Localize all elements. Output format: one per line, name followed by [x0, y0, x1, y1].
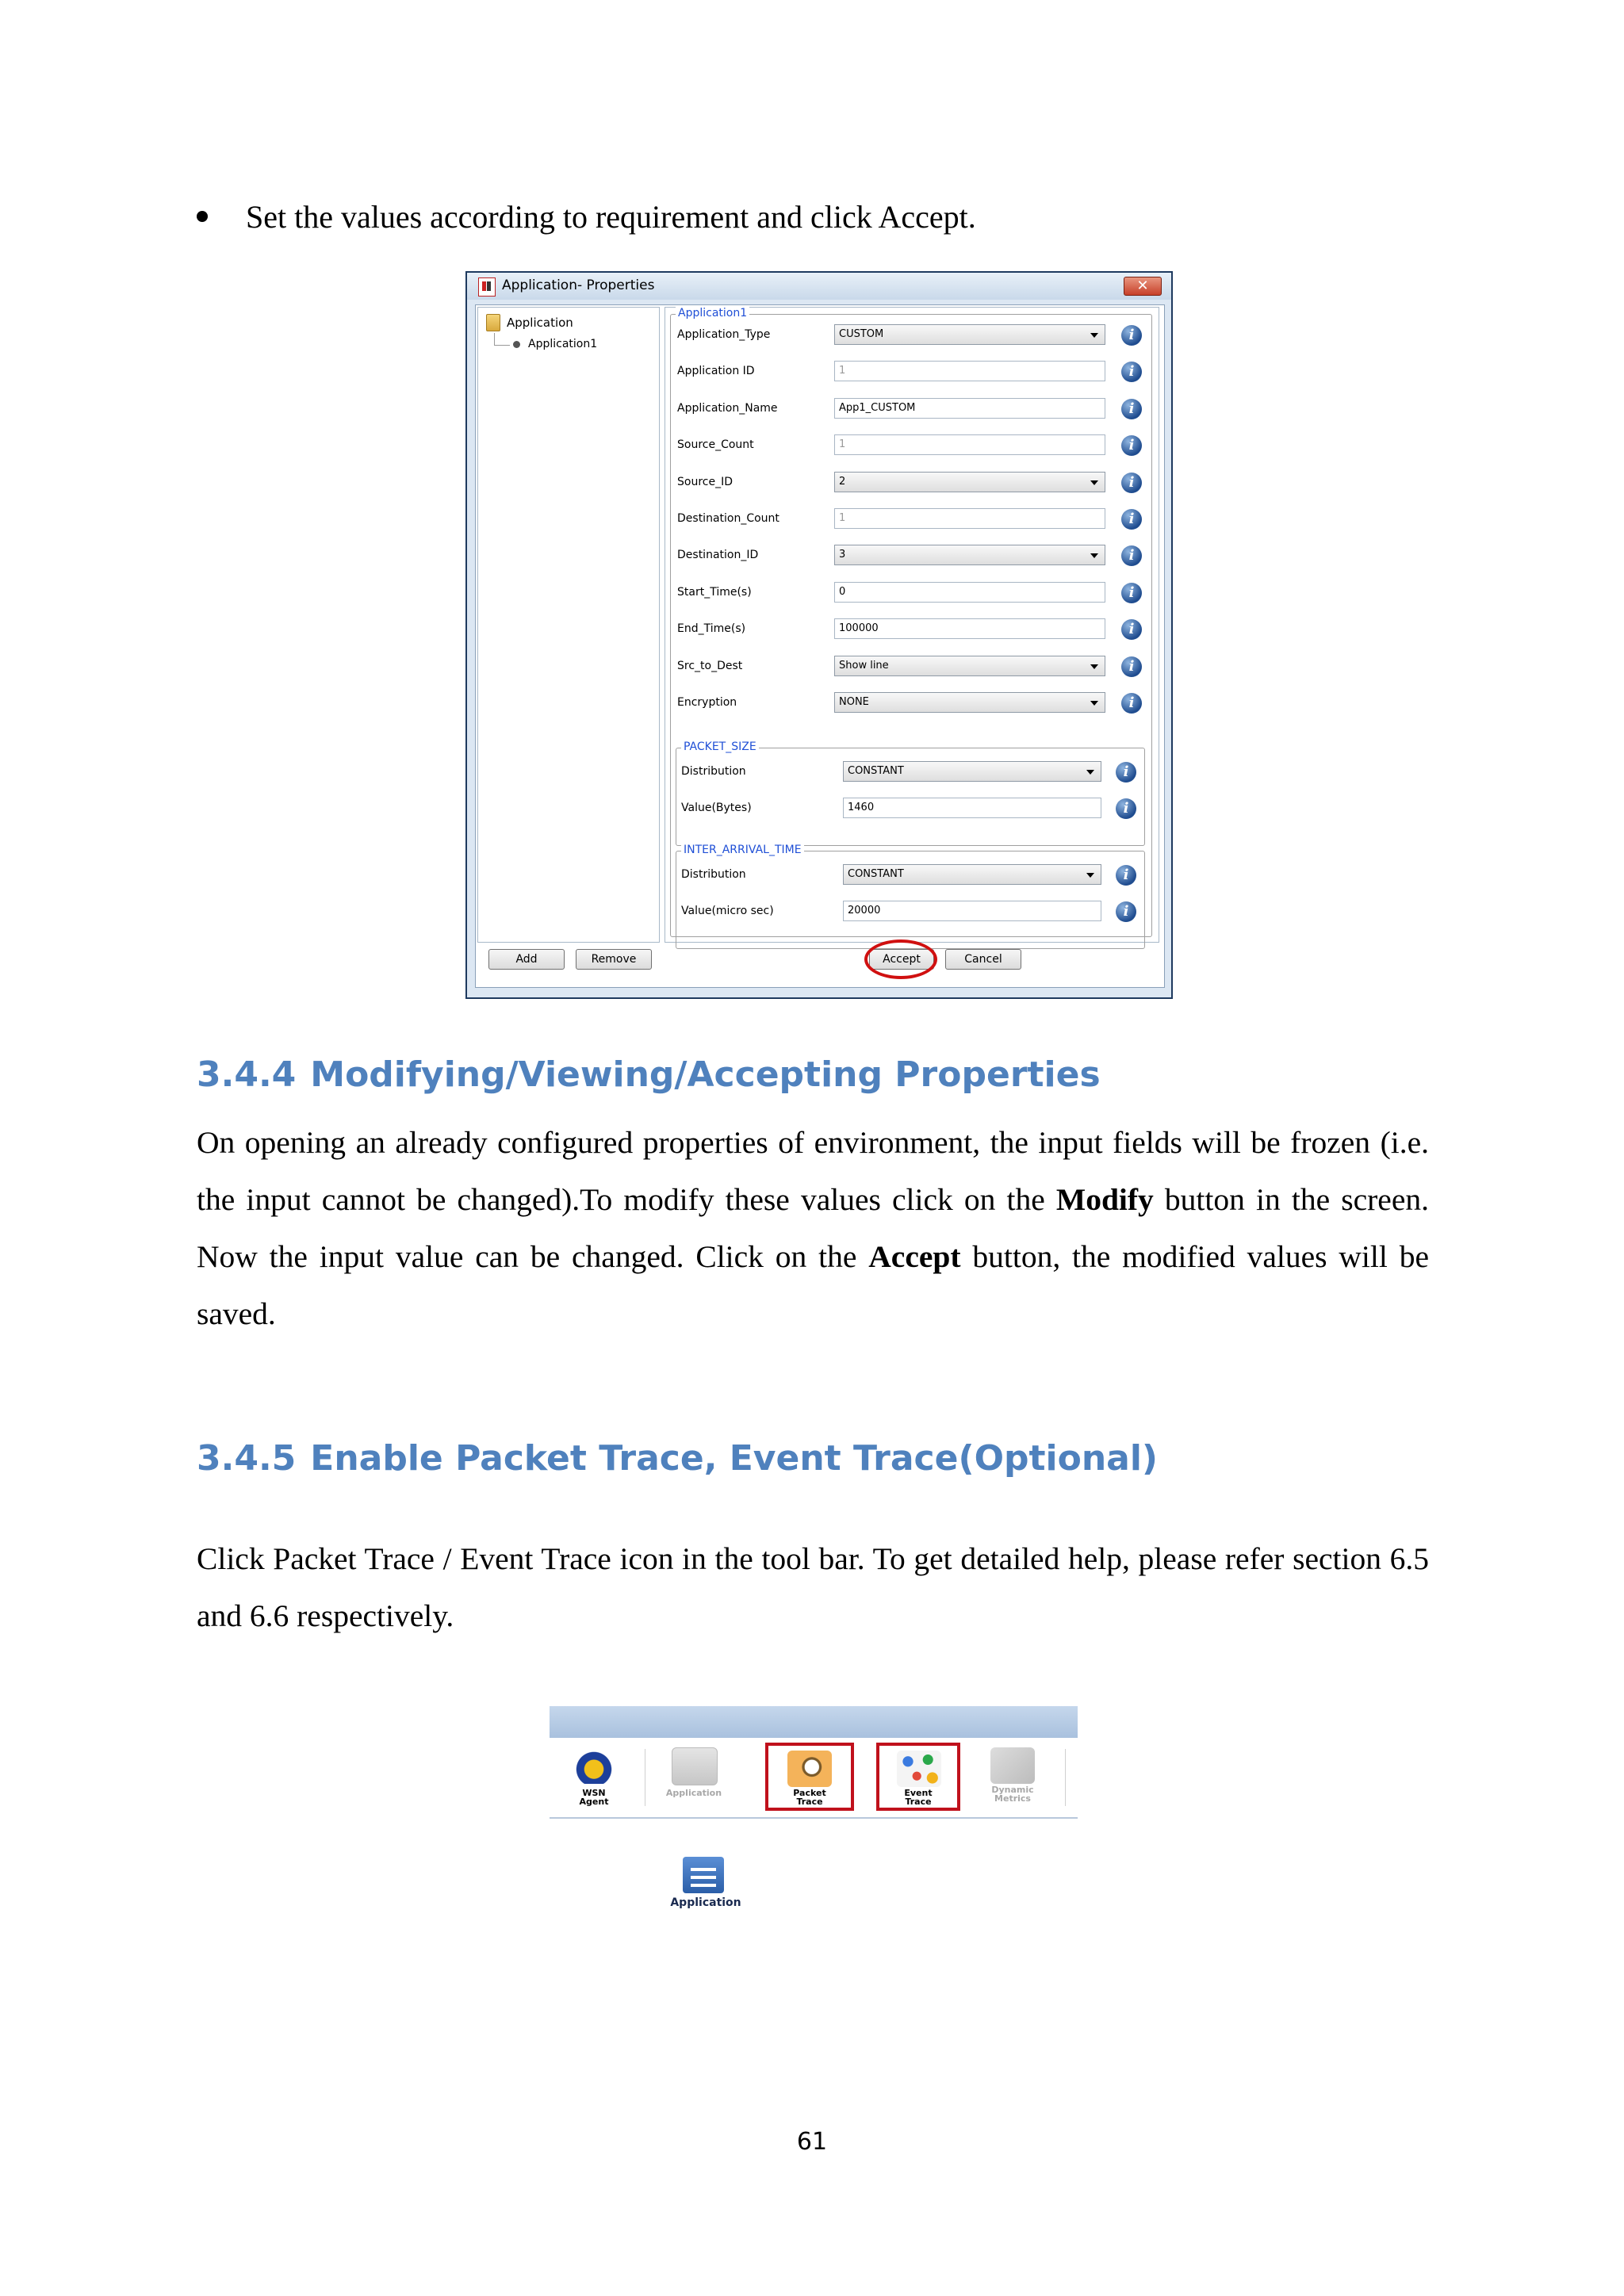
property-label: Application_Type	[677, 328, 771, 341]
property-row	[677, 617, 1145, 642]
section-heading-3-4-4	[197, 1054, 1101, 1095]
property-label: Application ID	[677, 365, 755, 378]
info-icon[interactable]: i	[1121, 399, 1142, 419]
toolbar-bar	[550, 1738, 1078, 1819]
property-label: Source_ID	[677, 475, 733, 488]
remove-button[interactable]: Remove	[576, 949, 652, 970]
toolbar-title-strip	[550, 1706, 1078, 1738]
dialog-title: Application- Properties	[502, 277, 655, 293]
property-value: 3	[839, 549, 846, 561]
packet-trace-icon	[787, 1751, 832, 1787]
property-row	[677, 543, 1145, 568]
property-input[interactable]	[843, 798, 1101, 818]
event-trace-button[interactable]	[876, 1743, 960, 1811]
tree-item-application1[interactable]	[513, 338, 597, 350]
wsn-agent-button[interactable]	[550, 1743, 638, 1811]
info-icon[interactable]: i	[1121, 473, 1142, 493]
info-icon[interactable]: i	[1121, 435, 1142, 456]
property-value: 0	[839, 585, 846, 598]
property-label: End_Time(s)	[677, 622, 746, 636]
bullet-dot	[197, 211, 208, 222]
label-line: Dynamic	[991, 1785, 1034, 1795]
packet-size-group	[676, 740, 1145, 846]
property-dropdown[interactable]	[834, 472, 1105, 492]
paragraph-text: button, the modified values will be saved.	[197, 1239, 1429, 1331]
property-input[interactable]	[834, 582, 1105, 603]
property-input	[834, 434, 1105, 455]
info-icon[interactable]: i	[1121, 693, 1142, 714]
property-row	[677, 507, 1145, 532]
info-icon[interactable]: i	[1116, 901, 1136, 922]
property-dropdown[interactable]	[834, 656, 1105, 676]
section-heading-3-4-5	[197, 1438, 1158, 1479]
chevron-down-icon	[1086, 873, 1094, 878]
property-value: 2	[839, 475, 846, 488]
property-label: Encryption	[677, 696, 737, 709]
section-number: 3.4.4	[197, 1054, 297, 1095]
application-shortcut-label: Application	[670, 1896, 741, 1909]
property-row	[677, 654, 1145, 679]
property-dropdown[interactable]	[843, 761, 1101, 782]
bullet-text: Set the values according to requirement and click Accept.	[246, 199, 976, 235]
property-value: 1	[839, 512, 846, 524]
chevron-down-icon	[1090, 480, 1098, 485]
info-icon[interactable]: i	[1121, 325, 1142, 346]
group-title: INTER_ARRIVAL_TIME	[681, 844, 804, 856]
application-label: Application	[665, 1788, 722, 1798]
info-icon[interactable]: i	[1121, 362, 1142, 382]
property-label: Value(Bytes)	[681, 802, 752, 814]
property-row	[681, 863, 1138, 888]
property-value: CONSTANT	[848, 765, 904, 777]
property-label: Distribution	[681, 765, 746, 778]
wsn-agent-icon	[572, 1747, 616, 1784]
property-label: Distribution	[681, 868, 746, 881]
section-title: Modifying/Viewing/Accepting Properties	[310, 1054, 1101, 1095]
info-icon[interactable]: i	[1116, 762, 1136, 783]
packet-trace-button[interactable]	[765, 1743, 854, 1811]
property-row	[677, 470, 1145, 496]
property-label: Src_to_Dest	[677, 659, 743, 672]
application-shortcut-icon	[683, 1857, 724, 1893]
info-icon[interactable]: i	[1121, 545, 1142, 566]
toolbar-screenshot	[550, 1706, 1078, 1909]
property-row	[681, 796, 1138, 821]
property-row	[677, 396, 1145, 422]
dialog-body	[475, 304, 1165, 988]
dynamic-metrics-icon	[990, 1747, 1035, 1784]
page-number: 61	[796, 2128, 828, 2156]
property-value: 20000	[848, 905, 881, 916]
chevron-down-icon	[1090, 553, 1098, 558]
info-icon[interactable]: i	[1116, 865, 1136, 886]
node-dot-icon	[513, 341, 520, 348]
wsn-agent-label	[550, 1789, 638, 1806]
dialog-titlebar	[467, 273, 1171, 300]
packet-trace-label	[768, 1789, 851, 1806]
info-icon[interactable]: i	[1121, 656, 1142, 677]
tree-connector	[494, 345, 510, 346]
tree-item-label: Application1	[528, 338, 598, 350]
info-icon[interactable]: i	[1116, 798, 1136, 819]
property-input	[834, 508, 1105, 529]
application1-group	[670, 307, 1152, 937]
application-button[interactable]	[649, 1743, 738, 1811]
paragraph-text: On opening an already configured properties of environment, the input fields will be frozen (i.e. the input cannot be changed).To modify these values click on the	[197, 1125, 1429, 1217]
chevron-down-icon	[1090, 701, 1098, 706]
accept-bold-text: Accept	[868, 1239, 961, 1274]
chevron-down-icon	[1086, 770, 1094, 775]
property-value: CONSTANT	[848, 868, 904, 880]
application-shortcut[interactable]	[654, 1857, 757, 1920]
section-3-4-4-paragraph	[197, 1114, 1429, 1342]
application-properties-dialog	[465, 271, 1173, 999]
dynamic-metrics-label	[968, 1785, 1057, 1803]
tree-item-application[interactable]	[486, 314, 573, 331]
paragraph-text: button in the screen. Now the input value can be changed. Click on the	[197, 1182, 1429, 1274]
label-line: Trace	[905, 1797, 932, 1807]
accept-highlight-circle	[864, 939, 937, 979]
property-label: Destination_Count	[677, 512, 779, 525]
property-row	[677, 433, 1145, 458]
label-line: Metrics	[994, 1793, 1031, 1804]
property-row	[681, 760, 1138, 785]
tree-item-label: Application	[507, 316, 573, 330]
property-input	[834, 361, 1105, 381]
group-title: Application1	[676, 307, 749, 320]
property-row	[677, 691, 1145, 716]
toolbar-separator	[1065, 1749, 1066, 1806]
property-row	[681, 899, 1138, 924]
label-line: WSN	[582, 1788, 606, 1798]
property-dropdown[interactable]	[834, 692, 1105, 713]
property-label: Destination_ID	[677, 549, 759, 562]
section-number: 3.4.5	[197, 1438, 297, 1479]
label-line: Packet	[793, 1788, 826, 1798]
properties-panel	[665, 307, 1159, 943]
property-value: 1	[839, 438, 846, 451]
chevron-down-icon	[1090, 664, 1098, 669]
info-icon[interactable]: i	[1121, 583, 1142, 603]
property-label: Application_Name	[677, 401, 778, 415]
folder-icon	[486, 314, 500, 331]
application-icon	[672, 1747, 718, 1785]
tree-panel	[477, 307, 660, 943]
property-input[interactable]	[834, 398, 1105, 419]
modify-bold-text: Modify	[1055, 1182, 1154, 1217]
property-label: Start_Time(s)	[677, 585, 752, 599]
app-logo-icon	[478, 277, 496, 297]
property-label: Value(micro sec)	[681, 905, 774, 917]
property-value: NONE	[839, 696, 869, 708]
section-title: Enable Packet Trace, Event Trace(Optional)	[310, 1438, 1159, 1479]
chevron-down-icon	[1090, 333, 1098, 338]
property-row	[677, 359, 1145, 385]
property-dropdown[interactable]	[843, 864, 1101, 885]
info-icon[interactable]: i	[1121, 619, 1142, 640]
property-label: Source_Count	[677, 438, 754, 452]
property-dropdown[interactable]	[834, 324, 1105, 345]
property-value: App1_CUSTOM	[839, 401, 916, 414]
accept-button[interactable]: Accept	[869, 949, 934, 970]
property-value: 1	[839, 365, 846, 377]
label-line: Trace	[796, 1797, 823, 1807]
close-button[interactable]: ✕	[1124, 277, 1162, 296]
property-value: Show line	[839, 659, 889, 672]
cancel-button[interactable]: Cancel	[945, 949, 1021, 970]
property-dropdown[interactable]	[834, 545, 1105, 565]
property-value: 1460	[848, 802, 875, 813]
add-button[interactable]: Add	[488, 949, 565, 970]
property-row	[677, 580, 1145, 606]
label-line: Event	[904, 1788, 933, 1798]
group-title: PACKET_SIZE	[681, 740, 759, 753]
event-trace-label	[879, 1789, 957, 1806]
property-value: CUSTOM	[839, 328, 884, 340]
inter-arrival-time-group	[676, 844, 1145, 949]
tree-connector	[494, 333, 495, 346]
label-line: Agent	[579, 1797, 609, 1807]
property-value: 100000	[839, 622, 879, 635]
property-input[interactable]	[843, 901, 1101, 921]
property-row	[677, 323, 1145, 348]
dynamic-metrics-button[interactable]	[968, 1743, 1057, 1811]
section-3-4-5-paragraph: Click Packet Trace / Event Trace icon in the tool bar. To get detailed help, please refer section 6.5 and 6.6 respectively.	[197, 1541, 1429, 1633]
info-icon[interactable]: i	[1121, 509, 1142, 530]
property-input[interactable]	[834, 618, 1105, 639]
event-trace-icon	[897, 1751, 941, 1787]
